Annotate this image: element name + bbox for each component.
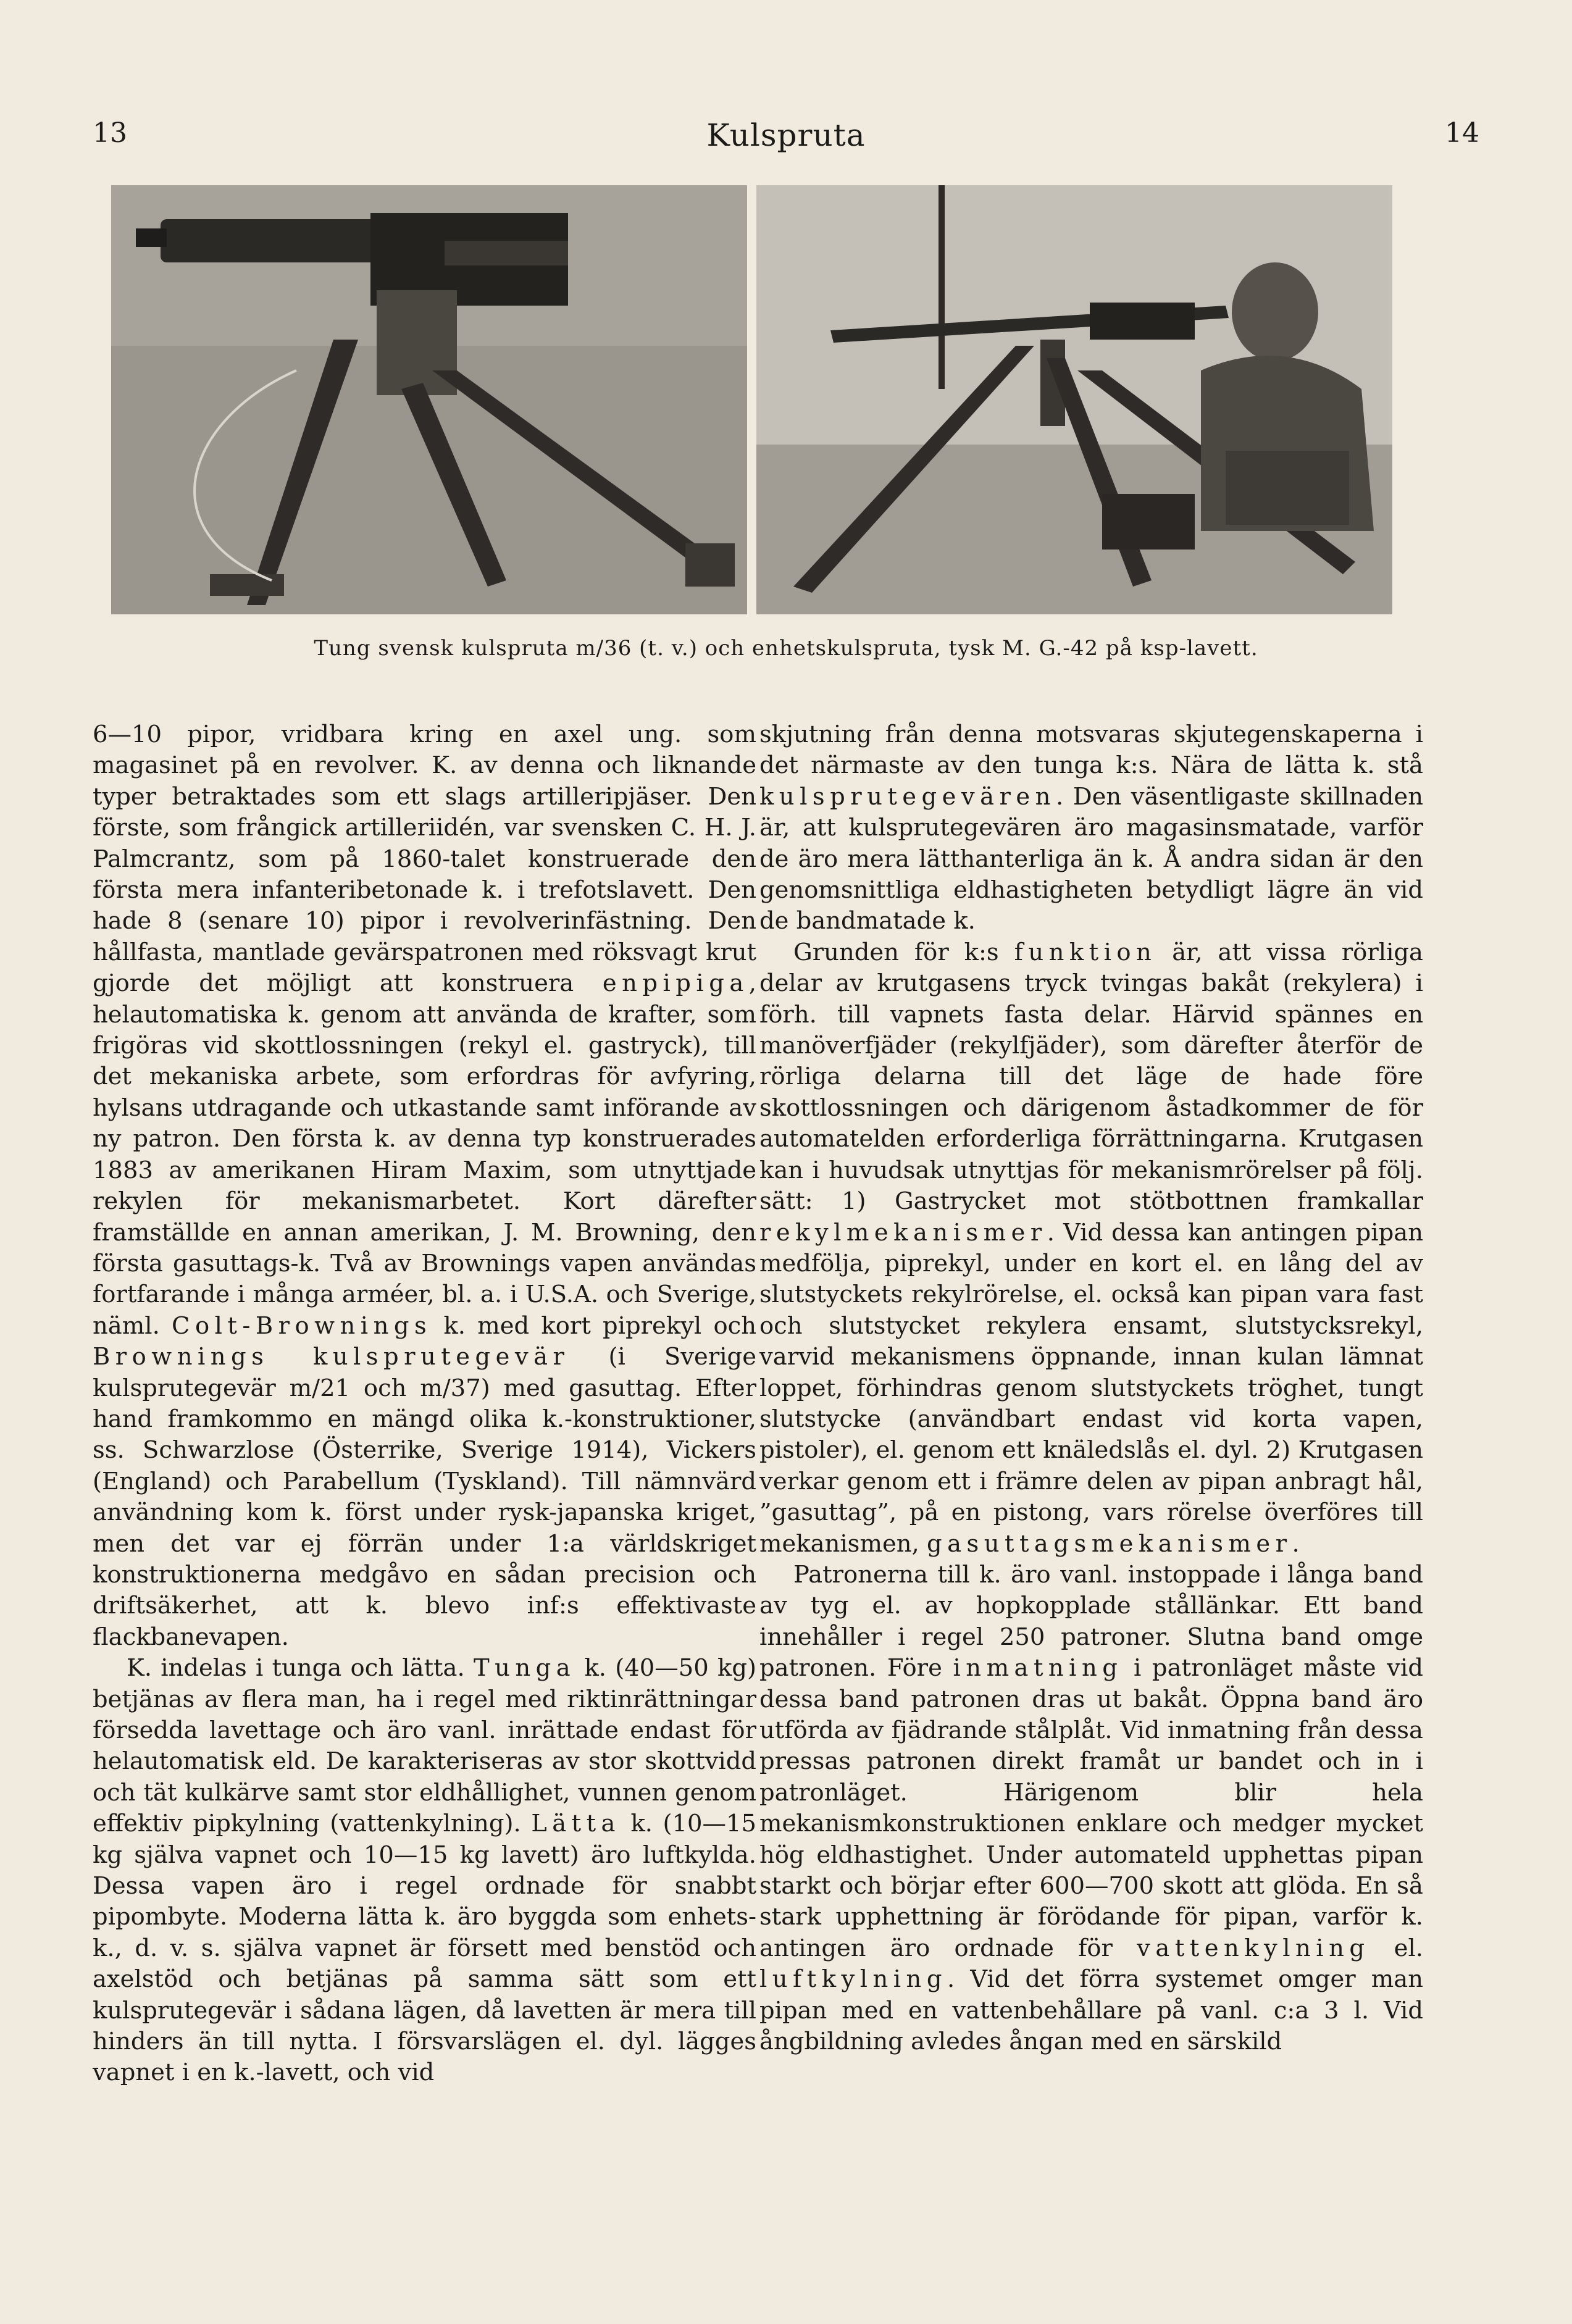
emphasis-term: rekylmekanismer xyxy=(759,1218,1047,1247)
page-number-left: 13 xyxy=(93,117,127,149)
paragraph: Grunden för k:s funktion är, att vissa rörliga delar av krutgasens tryck tvingas bakåt (rekylera) i förh. till vapnets fasta delar. Härvid spännes en manöverfjäder (rekylfjäder), som därefter återför de rörliga delarna till det läge de hade före skottlossningen och därigenom åstadkommer de för automatelden erforderliga förrättningarna. Krutgasen kan i huvudsak utnyttjas för mekanismrörelser på följ. sätt: 1) Gastrycket mot stötbottnen framkallar rekylmekanismer. Vid dessa kan antingen pipan medfölja, piprekyl, under en kort el. en lång del av slutstyckets rekylrörelse, el. också kan pipan vara fast och slutstycket rekylera ensamt, slutstycksrekyl, varvid mekanismens öppnande, innan kulan lämnat loppet, förhindras genom slutstyckets tröghet, tungt slutstycke (användbart endast vid korta vapen, pistoler), el. genom ett knäledslås el. dyl. 2) Krutgasen verkar genom ett i främre delen av pipan anbragt hål, ”gasuttag”, på en pistong, vars rörelse överföres till mekanismen, gasuttagsmekanismer. xyxy=(759,938,1423,1558)
emphasis-term: kulsprutegevären xyxy=(759,782,1056,811)
paragraph: Patronerna till k. äro vanl. instoppade i långa band av tyg el. av hopkopplade stållänkar. Ett band innehåller i regel 250 patroner. Slutna band omge patronen. Före inmatning i patronläget måste vid dessa band patronen dras ut bakåt. Öppna band äro utförda av fjädrande stålplåt. Vid inmatning från dessa pressas patronen direkt framåt ur bandet och in i patronläget. Härigenom blir hela mekanismkonstruktionen enklare och medger mycket hög eldhastighet. Under automateld upphettas pipan starkt och börjar efter 600—700 skott att glöda. En så stark upphettning är förödande för pipan, varför k. antingen äro ordnade för vattenkylning el. luftkylning. Vid det förra systemet omger man pipan med en vattenbehållare på vanl. c:a 3 l. Vid ångbildning avledes ångan med en särskild xyxy=(759,1560,1423,2056)
page-title: Kulspruta xyxy=(706,117,866,153)
paragraph: skjutning från denna motsvaras skjutegenskaperna i det närmaste av den tunga k:s. Nära de lätta k. stå kulsprutegevären. Den väsentligaste skillnaden är, att kulsprutegevären äro magasinsmatade, varför de äro mera lätthanterliga än k. Å andra sidan är den genomsnittliga eldhastigheten betydligt lägre än vid de bandmatade k. xyxy=(759,721,1423,935)
emphasis-term: Tunga xyxy=(473,1654,576,1682)
emphasis-term: vattenkylning xyxy=(1137,1934,1370,1962)
emphasis-term: gasuttagsmekanismer xyxy=(927,1529,1292,1558)
page-number-right: 14 xyxy=(1445,117,1479,149)
emphasis-term: luftkylning xyxy=(759,1965,947,1994)
paragraph: K. indelas i tunga och lätta. Tunga k. (40—50 kg) betjänas av flera man, ha i regel med riktinrättningar försedda lavettage och äro vanl. inrättade endast för helautomatisk eld. De karakteriseras av stor skottvidd och tät kulkärve samt stor eldhållighet, vunnen genom effektiv pipkylning (vattenkylning). Lätta k. (10—15 kg själva vapnet och 10—15 kg lavett) äro luftkylda. Dessa vapen äro i regel ordnade för snabbt pipombyte. Moderna lätta k. äro byggda som enhets-k., d. v. s. själva vapnet är försett med benstöd och axelstöd och betjänas på samma sätt som ett kulsprutegevär i sådana lägen, då lavetten är mera till hinders än till nytta. I försvarslägen el. dyl. lägges vapnet i en k.-lavett, och vid xyxy=(93,1654,757,2087)
photo-machine-gun-m36 xyxy=(111,185,747,614)
paragraph: 6—10 pipor, vridbara kring en axel ung. som magasinet på en revolver. K. av denna och liknande typer betraktades som ett slags artilleripjäser. Den förste, som frångick artilleriidén, var svensken C. H. J. Palmcrantz, som på 1860-talet konstruerade den första mera infanteribetonade k. i trefotslavett. Den hade 8 (senare 10) pipor i revolverinfästning. Den hållfasta, mantlade gevärspatronen med röksvagt krut gjorde det möjligt att konstruera enpipiga, helautomatiska k. genom att använda de krafter, som frigöras vid skottlossningen (rekyl el. gastryck), till det mekaniska arbete, som erfordras för avfyring, hylsans utdragande och utkastande samt införande av ny patron. Den första k. av denna typ konstruerades 1883 av amerikanen Hiram Maxim, som utnyttjade rekylen för mekanismarbetet. Kort därefter framställde en annan amerikan, J. M. Browning, den första gasuttags-k. Två av Brownings vapen användas fortfarande i många arméer, bl. a. i U.S.A. och Sverige, näml. Colt-Brownings k. med kort piprekyl och Brownings kulsprutegevär (i Sverige kulsprutegevär m/21 och m/37) med gasuttag. Efter hand framkommo en mängd olika k.-konstruktioner, ss. Schwarzlose (Österrike, Sverige 1914), Vickers (England) och Parabellum (Tyskland). Till nämnvärd användning kom k. först under rysk-japanska kriget, men det var ej förrän under 1:a världskriget konstruktionerna medgåvo en sådan precision och driftsäkerhet, att k. blevo inf:s effektivaste flackbanevapen. xyxy=(93,721,756,1651)
emphasis-term: inmatning xyxy=(953,1654,1123,1682)
text-column-right xyxy=(759,719,1423,2057)
emphasis-term: Brownings kulsprutegevär xyxy=(93,1343,570,1371)
emphasis-term: enpipiga xyxy=(602,969,749,998)
figure-caption: Tung svensk kulspruta m/36 (t. v.) och enhetskulspruta, tysk M. G.-42 på ksp-lavett. xyxy=(314,636,1258,661)
emphasis-term: Lätta xyxy=(531,1810,621,1838)
photo-mg42-soldier xyxy=(756,185,1392,614)
running-header xyxy=(93,117,1479,167)
text-column-left xyxy=(93,719,756,2089)
emphasis-term: funktion xyxy=(1014,938,1157,966)
emphasis-term: Colt-Brownings xyxy=(172,1311,432,1340)
